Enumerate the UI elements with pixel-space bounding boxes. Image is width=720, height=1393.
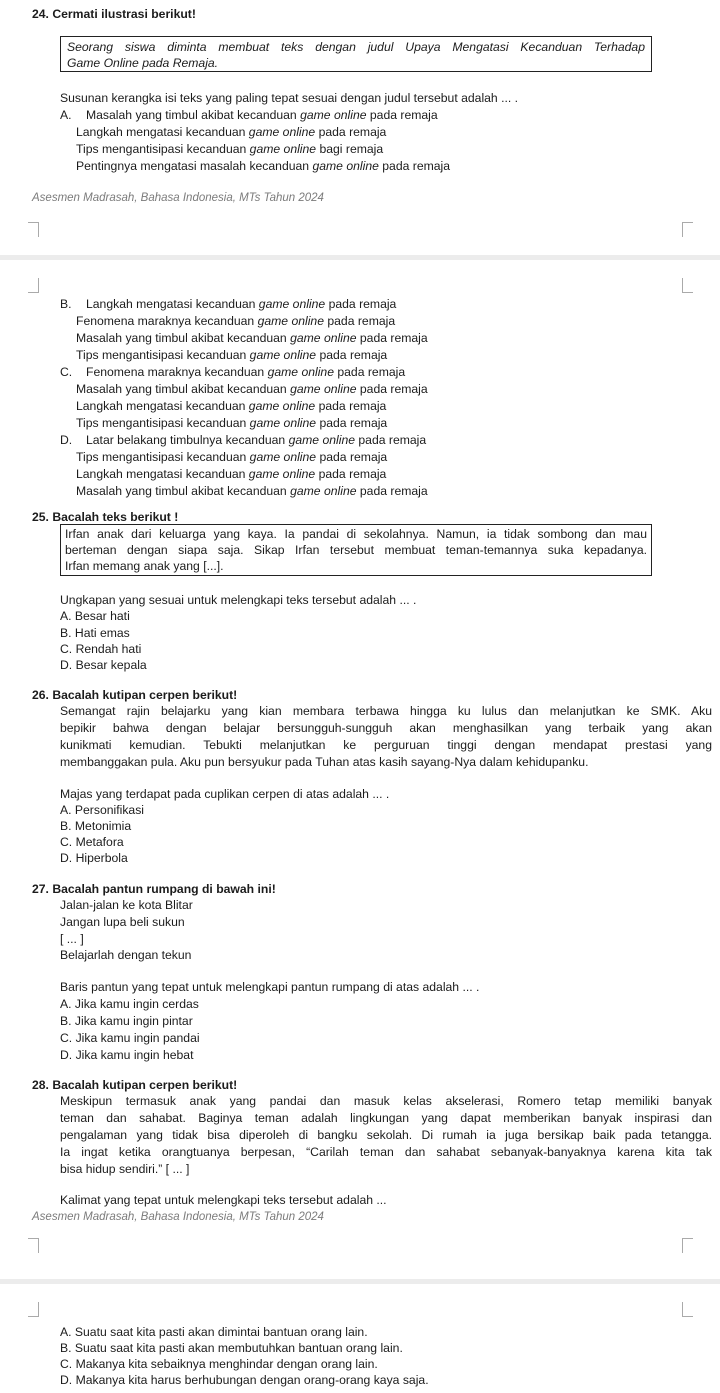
q25-prompt: Ungkapan yang sesuai untuk melengkapi teks tersebut adalah ... . [60, 593, 417, 607]
page-separator [0, 255, 720, 260]
q24-illustration-box [60, 36, 652, 72]
q24-box-line-1 [67, 39, 645, 55]
q24-option-a-label[interactable]: A. [60, 108, 72, 122]
q27-prompt: Baris pantun yang tepat untuk melengkapi pantun rumpang di atas adalah ... . [60, 980, 480, 994]
q26-passage [60, 703, 712, 771]
q25-option-d[interactable]: D. Besar kepala [60, 658, 147, 672]
page-footer-1: Asesmen Madrasah, Bahasa Indonesia, MTs Tahun 2024 [32, 192, 324, 204]
q24-option-d-line-3: Langkah mengatasi kecanduan game online pada remaja [76, 467, 387, 481]
q26-option-b[interactable]: B. Metonimia [60, 819, 132, 833]
q25-text-box [60, 524, 652, 576]
q24-option-b-line-3: Masalah yang timbul akibat kecanduan game online pada remaja [76, 331, 428, 345]
q24-box-text-2: Game Online pada Remaja. [67, 56, 219, 70]
q25-box-line-1: Irfan anak dari keluarga yang kaya. Ia pandai di sekolahnya. Namun, ia tidak sombong dan mau [65, 527, 647, 541]
q26-option-a[interactable]: A. Personifikasi [60, 803, 144, 817]
q24-option-c-line-3: Langkah mengatasi kecanduan game online pada remaja [76, 399, 387, 413]
q28-option-c[interactable]: C. Makanya kita sebaiknya menghindar dengan orang lain. [60, 1357, 378, 1371]
q24-option-b-line-2: Fenomena maraknya kecanduan game online pada remaja [76, 314, 396, 328]
q25-title: 25. Bacalah teks berikut ! [32, 510, 179, 524]
q24-option-d-line-4: Masalah yang timbul akibat kecanduan game online pada remaja [76, 484, 428, 498]
q28-passage-line-4: Ia ingat ketika orangtuanya berpesan, “Carilah teman dan sahabat sebanyak-banyaknya karena kita tak [60, 1145, 712, 1159]
page-corner-mark [28, 1302, 39, 1317]
page-corner-mark [28, 278, 39, 293]
q24-option-a-line-2: Langkah mengatasi kecanduan game online pada remaja [76, 125, 387, 139]
q27-option-a[interactable]: A. Jika kamu ingin cerdas [60, 997, 199, 1011]
q28-title: 28. Bacalah kutipan cerpen berikut! [32, 1078, 238, 1092]
q24-option-c-line-4: Tips mengantisipasi kecanduan game online pada remaja [76, 416, 388, 430]
q26-passage-line-3: kunikmati kemudian. Tebukti melanjutkan ke perguruan tinggi dengan mendapat prestasi yang [60, 738, 712, 752]
q24-option-d-line-1[interactable]: Latar belakang timbulnya kecanduan game online pada remaja [86, 433, 427, 447]
q26-passage-line-4: membanggakan pula. Aku pun bersyukur pada Tuhan atas kasih sayang-Nya dalam kehidupanku. [60, 755, 589, 769]
q24-option-c-line-1[interactable]: Fenomena maraknya kecanduan game online pada remaja [86, 365, 406, 379]
q24-option-b-label[interactable]: B. [60, 297, 72, 311]
q24-box-text: Seorang siswa diminta membuat teks dengan judul Upaya Mengatasi Kecanduan Terhadap [67, 40, 645, 54]
q27-pantun-line-1: Jalan-jalan ke kota Blitar [60, 898, 193, 912]
page-separator [0, 1279, 720, 1284]
page-corner-mark [682, 1238, 693, 1253]
q24-option-a-line-4: Pentingnya mengatasi masalah kecanduan game online pada remaja [76, 159, 451, 173]
q27-pantun-line-3: [ ... ] [60, 932, 84, 946]
page-corner-mark [682, 278, 693, 293]
q27-pantun-line-4: Belajarlah dengan tekun [60, 948, 192, 962]
q25-option-b[interactable]: B. Hati emas [60, 626, 130, 640]
q28-passage-line-2: teman dan sahabat. Baginya teman adalah lingkungan yang dapat memberikan banyak inspirasi dan [60, 1111, 712, 1125]
q24-option-d-line-2: Tips mengantisipasi kecanduan game online pada remaja [76, 450, 388, 464]
q28-passage-line-5: bisa hidup sendiri.” [ ... ] [60, 1162, 190, 1176]
q26-prompt: Majas yang terdapat pada cuplikan cerpen di atas adalah ... . [60, 787, 390, 801]
page-corner-mark [28, 222, 39, 237]
q24-option-a-line-3: Tips mengantisipasi kecanduan game online bagi remaja [76, 142, 384, 156]
q27-pantun-line-2: Jangan lupa beli sukun [60, 915, 185, 929]
q25-option-c[interactable]: C. Rendah hati [60, 642, 142, 656]
q26-passage-line-2: bepikir bahwa dengan belajar bersungguh-sungguh akan menghasilkan yang terbaik yang akan [60, 721, 712, 735]
q24-title: 24. Cermati ilustrasi berikut! [32, 7, 196, 21]
q28-prompt: Kalimat yang tepat untuk melengkapi teks tersebut adalah ... [60, 1193, 387, 1207]
q25-option-a[interactable]: A. Besar hati [60, 609, 130, 623]
q28-passage-line-1: Meskipun termasuk anak yang pandai dan masuk kelas akselerasi, Romero tetap memiliki banyak [60, 1094, 712, 1108]
q24-option-b-line-4: Tips mengantisipasi kecanduan game online pada remaja [76, 348, 388, 362]
q24-option-d-label[interactable]: D. [60, 433, 73, 447]
page-footer-2: Asesmen Madrasah, Bahasa Indonesia, MTs Tahun 2024 [32, 1211, 324, 1223]
page-corner-mark [28, 1238, 39, 1253]
q27-option-d[interactable]: D. Jika kamu ingin hebat [60, 1048, 194, 1062]
q27-title: 27. Bacalah pantun rumpang di bawah ini! [32, 882, 276, 896]
q24-prompt: Susunan kerangka isi teks yang paling tepat sesuai dengan judul tersebut adalah ... . [60, 91, 519, 105]
q28-option-b[interactable]: B. Suatu saat kita pasti akan membutuhkan bantuan orang lain. [60, 1341, 403, 1355]
q26-passage-line-1: Semangat rajin belajarku yang kian membara terbawa hingga ku lulus dan melanjutkan ke SMK. Aku [60, 704, 712, 718]
page-corner-mark [682, 222, 693, 237]
q28-passage-line-3: pengalaman yang tidak bisa diperoleh di bangku sekolah. Di rumah ia juga bersikap baik pada tetangga. [60, 1128, 712, 1142]
q26-option-c[interactable]: C. Metafora [60, 835, 124, 849]
q27-option-c[interactable]: C. Jika kamu ingin pandai [60, 1031, 200, 1045]
q24-option-c-label[interactable]: C. [60, 365, 73, 379]
q28-option-d[interactable]: D. Makanya kita harus berhubungan dengan orang-orang kaya saja. [60, 1373, 429, 1387]
q26-title: 26. Bacalah kutipan cerpen berikut! [32, 688, 238, 702]
q25-box-line-2: berteman dengan siapa saja. Sikap Irfan tersebut membuat teman-temannya suka kepadanya. [65, 543, 647, 557]
q24-option-c-line-2: Masalah yang timbul akibat kecanduan game online pada remaja [76, 382, 428, 396]
q24-option-a-line-1[interactable]: Masalah yang timbul akibat kecanduan game online pada remaja [86, 108, 438, 122]
q24-option-b-line-1[interactable]: Langkah mengatasi kecanduan game online pada remaja [86, 297, 397, 311]
q27-option-b[interactable]: B. Jika kamu ingin pintar [60, 1014, 193, 1028]
q28-option-a[interactable]: A. Suatu saat kita pasti akan dimintai bantuan orang lain. [60, 1325, 368, 1339]
q25-box-line-3: Irfan memang anak yang [...]. [65, 559, 224, 573]
q28-passage [60, 1093, 712, 1178]
q26-option-d[interactable]: D. Hiperbola [60, 851, 128, 865]
page-corner-mark [682, 1302, 693, 1317]
